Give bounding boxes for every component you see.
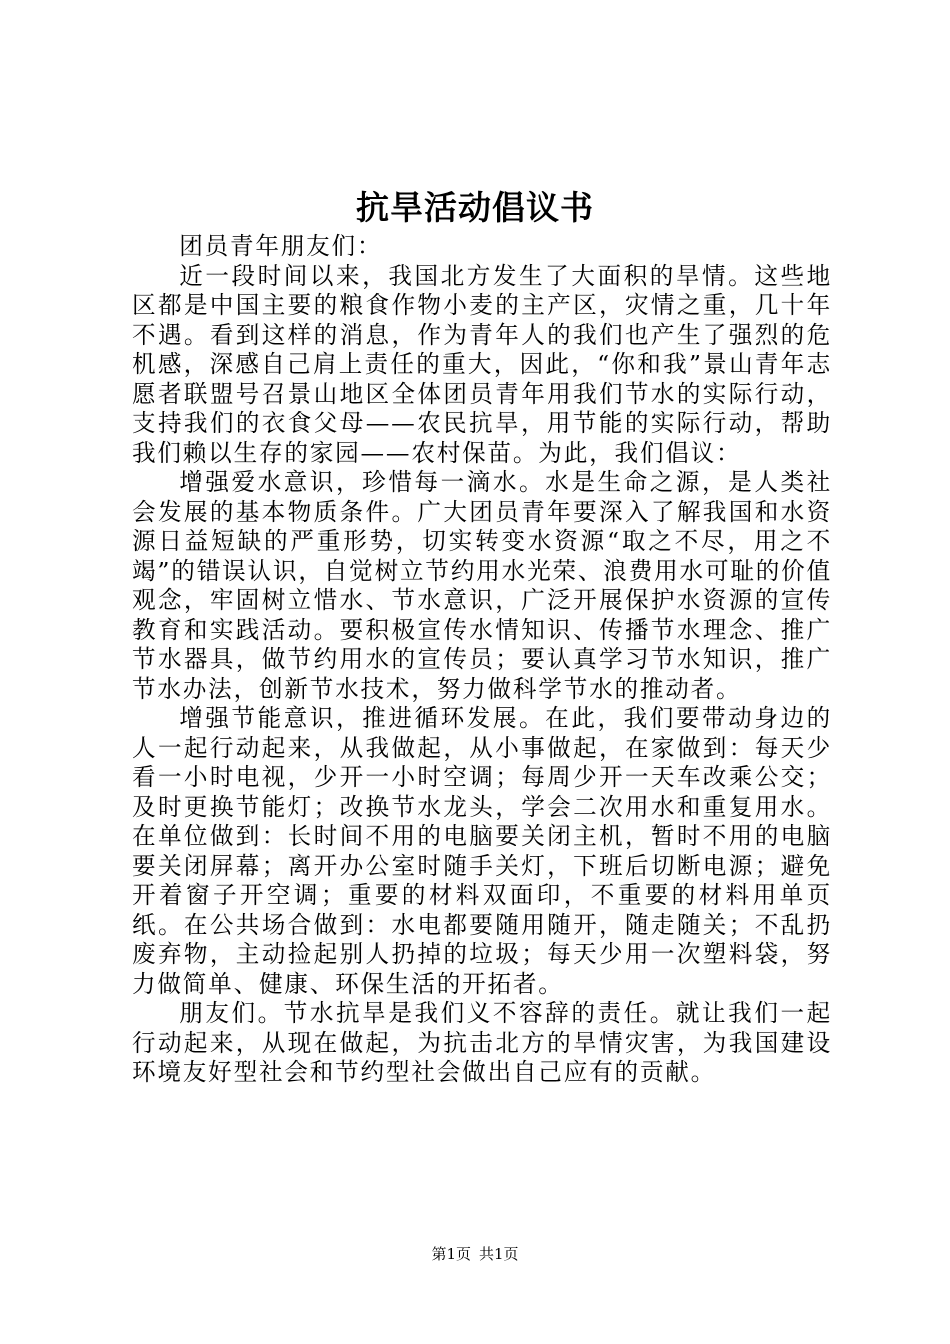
page-total: 共1页 — [479, 1245, 519, 1263]
paragraph-intro: 近一段时间以来，我国北方发生了大面积的旱情。这些地区都是中国主要的粮食作物小麦的主产区，灾情之重，几十年不遇。看到这样的消息，作为青年人的我们也产生了强烈的危机感，深感自己肩上责任的重大，因此，“你和我”景山青年志愿者联盟号召景山地区全体团员青年用我们节水的实际行动，支持我们的衣食父母——农民抗旱，用节能的实际行动，帮助我们赖以生存的家园——农村保苗。为此，我们倡议： — [132, 261, 832, 467]
page-footer — [0, 1244, 950, 1264]
page-number: 第1页 — [431, 1245, 471, 1263]
paragraph-closing: 朋友们。节水抗旱是我们义不容辞的责任。就让我们一起行动起来，从现在做起，为抗击北方的旱情灾害，为我国建设环境友好型社会和节约型社会做出自己应有的贡献。 — [132, 999, 832, 1086]
document-body — [132, 232, 832, 1088]
salutation: 团员青年朋友们： — [179, 232, 383, 260]
paragraph-energy: 增强节能意识，推进循环发展。在此，我们要带动身边的人一起行动起来，从我做起，从小事做起，在家做到：每天少看一小时电视，少开一小时空调；每周少开一天车改乘公交；及时更换节能灯；改换节水龙头，学会二次用水和重复用水。在单位做到：长时间不用的电脑要关闭主机，暂时不用的电脑要关闭屏幕；离开办公室时随手关灯，下班后切断电源；避免开着窗子开空调；重要的材料双面印，不重要的材料用单页纸。在公共场合做到：水电都要随用随开，随走随关；不乱扔废弃物，主动捡起别人扔掉的垃圾；每天少用一次塑料袋，努力做简单、健康、环保生活的开拓者。 — [132, 704, 832, 998]
paragraph-water: 增强爱水意识，珍惜每一滴水。水是生命之源，是人类社会发展的基本物质条件。广大团员青年要深入了解我国和水资源日益短缺的严重形势，切实转变水资源“取之不尽，用之不竭”的错误认识，自觉树立节约用水光荣、浪费用水可耻的价值观念，牢固树立惜水、节水意识，广泛开展保护水资源的宣传教育和实践活动。要积极宣传水情知识、传播节水理念、推广节水器具，做节约用水的宣传员；要认真学习节水知识，推广节水办法，创新节水技术，努力做科学节水的推动者。 — [132, 468, 832, 703]
document-title: 抗旱活动倡议书 — [356, 188, 594, 227]
